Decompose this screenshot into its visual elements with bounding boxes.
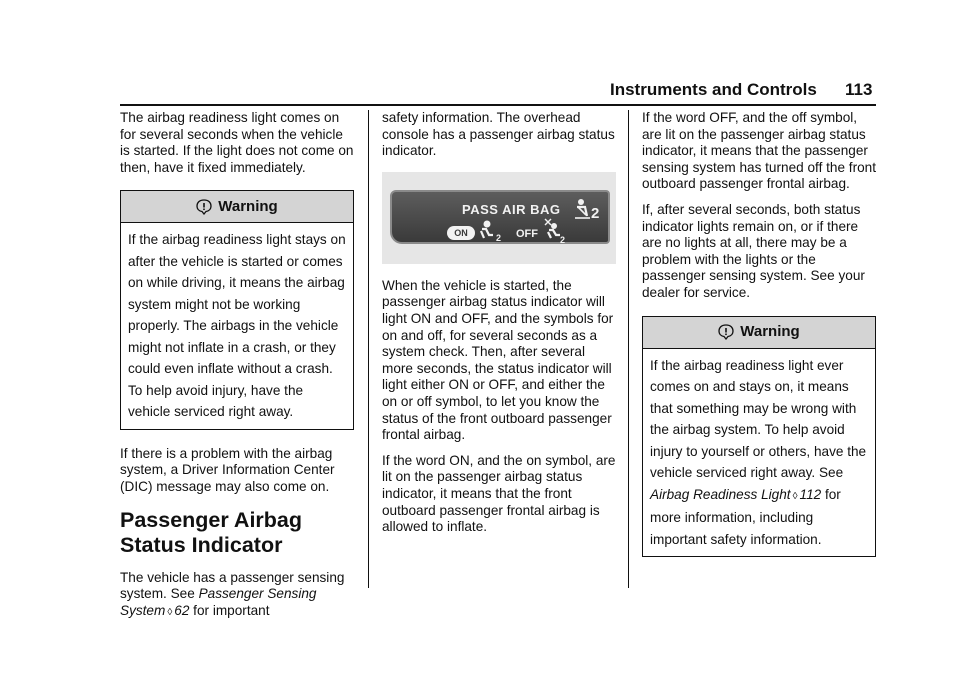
text: The vehicle has a passenger sensing system. See <box>120 569 345 602</box>
page-number: 113 <box>845 80 873 99</box>
paragraph: If the word OFF, and the off symbol, are lit on the passenger airbag status indicator, it means that the passenger sensing system has turned off the front outboard passenger frontal airbag. <box>642 110 876 192</box>
column-1 <box>120 110 354 630</box>
link-text: Passenger Sensing System <box>120 586 317 618</box>
seat-number: 2 <box>591 204 600 222</box>
header-rule <box>120 104 876 106</box>
paragraph: The airbag readiness light comes on for several seconds when the vehicle is started. If the light does not come on then, have it fixed immediately. <box>120 110 354 175</box>
link-page: 112 <box>799 486 822 502</box>
text: If the airbag readiness light ever comes on and stays on, it means that something may be wrong with the airbag system. To help avoid injury to yourself or others, have the vehicle serviced right away. See <box>650 357 867 481</box>
passenger-airbag-indicator-image <box>382 172 616 264</box>
section-heading: Passenger Airbag Status Indicator <box>120 507 303 557</box>
paragraph: safety information. The overhead console has a passenger airbag status indicator. <box>382 110 615 159</box>
warning-body <box>643 349 875 557</box>
warning-body: If the airbag readiness light stays on after the vehicle is started or comes on while driving, it means the airbag system might not be working properly. The airbags in the vehicle might not inflate in a crash, or they could even inflate without a crash. To help avoid injury, have the vehicle serviced right away. <box>128 232 346 420</box>
warning-title: Warning <box>218 197 278 215</box>
text: for more information, including important safety information. <box>650 486 841 547</box>
paragraph: If, after several seconds, both status indicator lights remain on, or if there are no lights at all, there may be a problem with the lights or the passenger sensing system. See your dealer for service. <box>642 201 865 300</box>
seat-number: 2 <box>496 232 502 243</box>
paragraph: If the word ON, and the on symbol, are lit on the passenger airbag status indicator, it means that the front outboard passenger frontal airbag is allowed to inflate. <box>382 452 616 535</box>
paragraph: When the vehicle is started, the passenger airbag status indicator will light ON and OFF, and the symbols for on and off, for several seconds as a system check. Then, after several more seconds, the status indicator will light either ON or OFF, and either the on or off symbol, to let you know the status of the front outboard passenger frontal airbag. <box>382 277 614 443</box>
section-title: Instruments and Controls <box>610 80 817 99</box>
link-page: 62 <box>174 602 190 618</box>
paragraph: If there is a problem with the airbag system, a Driver Information Center (DIC) message may also come on. <box>120 445 335 495</box>
text: for important <box>189 602 270 618</box>
warning-box <box>642 316 876 558</box>
warning-box <box>120 190 354 430</box>
warning-header <box>121 191 353 223</box>
paragraph <box>120 570 354 622</box>
warning-header <box>643 317 875 349</box>
column-divider <box>628 110 629 588</box>
indicator-label: PASS AIR BAG <box>462 201 561 217</box>
page-ref-icon: ◊ <box>167 606 173 618</box>
cross-reference-link[interactable] <box>650 487 821 502</box>
warning-title: Warning <box>740 322 800 340</box>
column-2 <box>382 110 616 545</box>
indicator-lens <box>390 190 610 244</box>
page-header <box>0 80 960 110</box>
link-text: Airbag Readiness Light <box>650 486 791 502</box>
warning-icon <box>718 324 734 340</box>
warning-icon <box>196 199 212 215</box>
column-3 <box>642 110 876 573</box>
page-ref-icon: ◊ <box>792 490 798 502</box>
column-divider <box>368 110 369 588</box>
on-badge: ON <box>447 226 475 240</box>
off-label: OFF <box>516 227 538 240</box>
seat-number: 2 <box>560 234 566 245</box>
